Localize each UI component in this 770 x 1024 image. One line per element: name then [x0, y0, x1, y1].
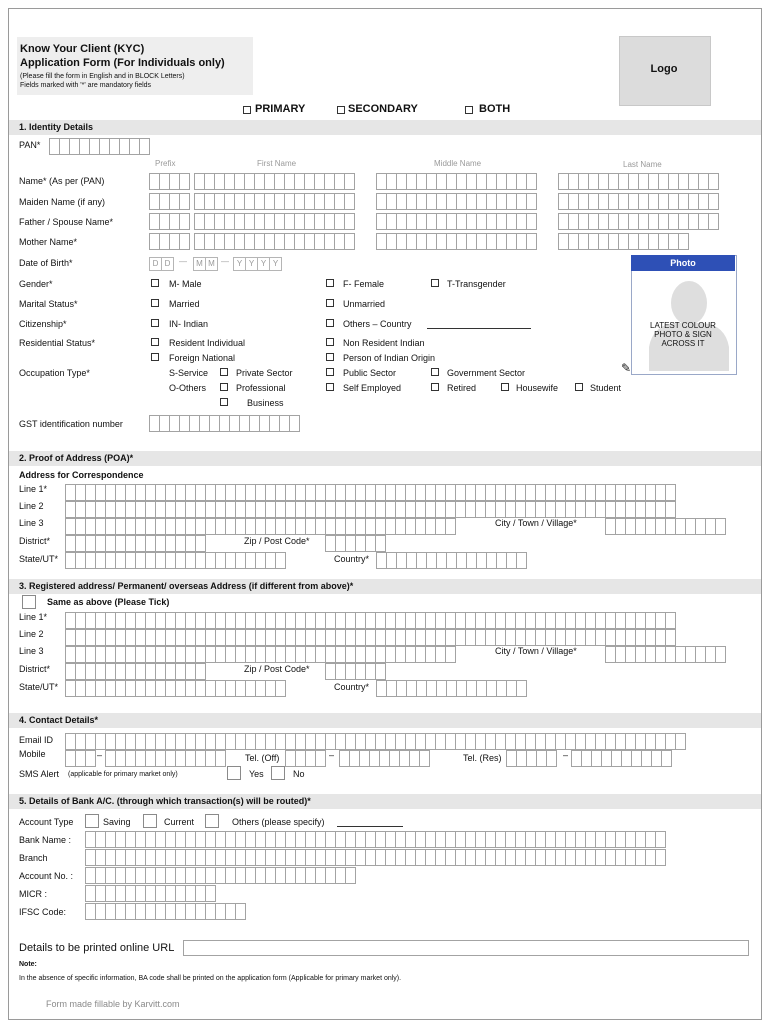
- resident-label: Resident Individual: [169, 338, 246, 348]
- secondary-checkbox[interactable]: [337, 106, 345, 114]
- ifsc-input[interactable]: [85, 903, 245, 920]
- char-box[interactable]: [344, 173, 355, 190]
- char-box[interactable]: [708, 173, 719, 190]
- char-box[interactable]: [708, 213, 719, 230]
- residential-label: Residential Status*: [19, 338, 96, 348]
- char-box[interactable]: [375, 663, 386, 680]
- char-box[interactable]: [344, 213, 355, 230]
- male-checkbox[interactable]: [151, 279, 159, 287]
- resident-checkbox[interactable]: [151, 338, 159, 346]
- char-box[interactable]: [215, 750, 226, 767]
- dob-year-box[interactable]: Y: [257, 257, 270, 271]
- dob-day-box[interactable]: D: [149, 257, 162, 271]
- perm-district-input[interactable]: [65, 663, 205, 680]
- tel-res-number-input[interactable]: [571, 750, 671, 767]
- poa-zip-input[interactable]: [325, 535, 385, 552]
- unmarried-checkbox[interactable]: [326, 299, 334, 307]
- photo-instruction: LATEST COLOUR: [650, 321, 716, 330]
- bank-name-input[interactable]: [85, 831, 665, 848]
- fillable-credit: Form made fillable by Karvitt.com: [46, 999, 180, 1009]
- char-box[interactable]: [526, 193, 537, 210]
- photo-header: Photo: [631, 255, 735, 271]
- photo-instruction: PHOTO & SIGN: [654, 330, 712, 339]
- url-input[interactable]: [183, 940, 749, 956]
- mobile-number-input[interactable]: [105, 750, 225, 767]
- char-box[interactable]: [139, 138, 150, 155]
- name-first-input[interactable]: [194, 173, 354, 190]
- perm-state-label: State/UT*: [19, 682, 59, 692]
- poa-country-label: Country*: [334, 554, 370, 564]
- char-box[interactable]: [275, 552, 286, 569]
- saving-checkbox[interactable]: [85, 814, 99, 828]
- private-label: Private Sector: [236, 368, 293, 378]
- nri-label: Non Resident Indian: [343, 338, 425, 348]
- dob-month-box[interactable]: M: [205, 257, 218, 271]
- char-box[interactable]: [678, 233, 689, 250]
- char-box[interactable]: [661, 750, 672, 767]
- perm-line1-input[interactable]: [65, 612, 675, 629]
- sms-yes-checkbox[interactable]: [227, 766, 241, 780]
- poa-state-input[interactable]: [65, 552, 285, 569]
- section-bank: 5. Details of Bank A/C. (through which transaction(s) will be routed)*: [9, 794, 761, 809]
- account-no-label: Account No. :: [19, 871, 74, 881]
- private-checkbox[interactable]: [220, 368, 228, 376]
- citizenship-label: Citizenship*: [19, 319, 67, 329]
- perm-line1-label: Line 1*: [19, 612, 48, 622]
- char-box[interactable]: [179, 233, 190, 250]
- char-box[interactable]: [665, 501, 676, 518]
- pan-input[interactable]: [49, 138, 149, 155]
- mother-prefix-input[interactable]: [149, 233, 189, 250]
- current-checkbox[interactable]: [143, 814, 157, 828]
- sms-no-checkbox[interactable]: [271, 766, 285, 780]
- nri-checkbox[interactable]: [326, 338, 334, 346]
- dob-separator: —: [179, 257, 187, 266]
- pio-checkbox[interactable]: [326, 353, 334, 361]
- dob-day-box[interactable]: D: [161, 257, 174, 271]
- unmarried-label: Unmarried: [343, 299, 386, 309]
- perm-line2-label: Line 2: [19, 629, 44, 639]
- housewife-label: Housewife: [516, 383, 559, 393]
- mobile-code-input[interactable]: [65, 750, 95, 767]
- prefix-label: Prefix: [155, 159, 176, 168]
- kyc-form: [8, 8, 762, 1020]
- father-name-label: Father / Spouse Name*: [19, 217, 114, 227]
- poa-line1-input[interactable]: [65, 484, 675, 501]
- char-box[interactable]: [289, 415, 300, 432]
- same-as-above-checkbox[interactable]: [22, 595, 36, 609]
- transgender-label: T-Transgender: [447, 279, 506, 289]
- branch-label: Branch: [19, 853, 48, 863]
- char-box[interactable]: [235, 903, 246, 920]
- char-box[interactable]: [205, 885, 216, 902]
- char-box[interactable]: [715, 646, 726, 663]
- perm-city-label: City / Town / Village*: [495, 646, 577, 656]
- pio-label: Person of Indian Origin: [343, 353, 436, 363]
- char-box[interactable]: [315, 750, 326, 767]
- char-box[interactable]: [344, 193, 355, 210]
- student-label: Student: [590, 383, 622, 393]
- female-checkbox[interactable]: [326, 279, 334, 287]
- mother-first-input[interactable]: [194, 233, 354, 250]
- poa-state-label: State/UT*: [19, 554, 59, 564]
- gender-label: Gender*: [19, 279, 53, 289]
- char-box[interactable]: [445, 518, 456, 535]
- name-last-input[interactable]: [558, 173, 718, 190]
- married-checkbox[interactable]: [151, 299, 159, 307]
- indian-label: IN- Indian: [169, 319, 209, 329]
- tel-off-number-input[interactable]: [339, 750, 429, 767]
- father-prefix-input[interactable]: [149, 213, 189, 230]
- perm-city-input[interactable]: [605, 646, 725, 663]
- public-label: Public Sector: [343, 368, 397, 378]
- char-box[interactable]: [665, 612, 676, 629]
- name-prefix-input[interactable]: [149, 173, 189, 190]
- char-box[interactable]: [85, 750, 96, 767]
- dob-year-box[interactable]: Y: [245, 257, 258, 271]
- form-note: (Please fill the form in English and in BLOCK Letters): [20, 73, 185, 80]
- note-label: Note:: [19, 961, 37, 968]
- photo-instruction: ACROSS IT: [661, 339, 705, 348]
- form-title: Know Your Client (KYC): [20, 43, 145, 55]
- father-middle-input[interactable]: [376, 213, 536, 230]
- female-label: F- Female: [343, 279, 385, 289]
- business-label: Business: [247, 398, 284, 408]
- account-no-input[interactable]: [85, 867, 355, 884]
- perm-line2-input[interactable]: [65, 629, 675, 646]
- primary-checkbox[interactable]: [243, 106, 251, 114]
- father-last-input[interactable]: [558, 213, 718, 230]
- retired-checkbox[interactable]: [431, 383, 439, 391]
- char-box[interactable]: [195, 535, 206, 552]
- maiden-last-input[interactable]: [558, 193, 718, 210]
- poa-city-input[interactable]: [605, 518, 725, 535]
- both-checkbox[interactable]: [465, 106, 473, 114]
- marital-label: Marital Status*: [19, 299, 78, 309]
- sms-yes-label: Yes: [249, 769, 264, 779]
- foreign-checkbox[interactable]: [151, 353, 159, 361]
- pen-icon: ✎: [621, 361, 632, 375]
- retired-label: Retired: [447, 383, 477, 393]
- sms-no-label: No: [293, 769, 305, 779]
- self-employed-checkbox[interactable]: [326, 383, 334, 391]
- poa-district-input[interactable]: [65, 535, 205, 552]
- dob-month[interactable]: [193, 257, 217, 271]
- maiden-name-label: Maiden Name (if any): [19, 197, 106, 207]
- mother-name-label: Mother Name*: [19, 237, 78, 247]
- name-label: Name* (As per (PAN): [19, 176, 105, 186]
- perm-country-label: Country*: [334, 682, 370, 692]
- char-box[interactable]: [708, 193, 719, 210]
- others-country-label: Others – Country: [343, 319, 412, 329]
- perm-country-input[interactable]: [376, 680, 526, 697]
- micr-input[interactable]: [85, 885, 215, 902]
- email-label: Email ID: [19, 735, 54, 745]
- perm-district-label: District*: [19, 664, 50, 674]
- char-box[interactable]: [526, 173, 537, 190]
- o-others-label: O-Others: [169, 383, 207, 393]
- char-box[interactable]: [344, 233, 355, 250]
- dob-separator: —: [221, 257, 229, 266]
- char-box[interactable]: [179, 213, 190, 230]
- mobile-separator: –: [97, 750, 103, 760]
- others-country-input[interactable]: [427, 328, 531, 329]
- dob-month-box[interactable]: M: [193, 257, 206, 271]
- others-country-checkbox[interactable]: [326, 319, 334, 327]
- char-box[interactable]: [665, 484, 676, 501]
- first-name-label: First Name: [257, 159, 297, 168]
- name-middle-input[interactable]: [376, 173, 536, 190]
- char-box[interactable]: [655, 831, 666, 848]
- poa-line3-label: Line 3: [19, 518, 44, 528]
- business-checkbox[interactable]: [220, 398, 228, 406]
- logo-text: Logo: [650, 63, 678, 75]
- char-box[interactable]: [516, 680, 527, 697]
- perm-line3-input[interactable]: [65, 646, 455, 663]
- poa-line3-input[interactable]: [65, 518, 455, 535]
- poa-zip-label: Zip / Post Code*: [244, 536, 310, 546]
- maiden-prefix-input[interactable]: [149, 193, 189, 210]
- char-box[interactable]: [375, 535, 386, 552]
- tel-off-code-input[interactable]: [285, 750, 325, 767]
- others-account-checkbox[interactable]: [205, 814, 219, 828]
- tel-off-label: Tel. (Off): [245, 753, 280, 763]
- branch-input[interactable]: [85, 849, 665, 866]
- dob-label: Date of Birth*: [19, 258, 73, 268]
- poa-country-input[interactable]: [376, 552, 526, 569]
- char-box[interactable]: [715, 518, 726, 535]
- govt-label: Government Sector: [447, 368, 526, 378]
- current-label: Current: [164, 817, 195, 827]
- tel-res-separator: –: [563, 750, 569, 760]
- self-employed-label: Self Employed: [343, 383, 402, 393]
- char-box[interactable]: [655, 849, 666, 866]
- perm-state-input[interactable]: [65, 680, 285, 697]
- char-box[interactable]: [665, 629, 676, 646]
- mother-last-input[interactable]: [558, 233, 688, 250]
- perm-zip-label: Zip / Post Code*: [244, 664, 310, 674]
- char-box[interactable]: [275, 680, 286, 697]
- both-label: BOTH: [479, 103, 511, 115]
- saving-label: Saving: [103, 817, 131, 827]
- section-permanent-address: 3. Registered address/ Permanent/ overseas Address (if different from above)*: [9, 579, 761, 594]
- dob-day[interactable]: [149, 257, 173, 271]
- maiden-middle-input[interactable]: [376, 193, 536, 210]
- char-box[interactable]: [546, 750, 557, 767]
- char-box[interactable]: [419, 750, 430, 767]
- micr-label: MICR :: [19, 889, 47, 899]
- last-name-label: Last Name: [623, 160, 662, 169]
- s-service-label: S-Service: [169, 368, 209, 378]
- dob-year-box[interactable]: Y: [233, 257, 246, 271]
- same-as-above-label: Same as above (Please Tick): [47, 597, 170, 607]
- char-box[interactable]: [675, 733, 686, 750]
- perm-zip-input[interactable]: [325, 663, 385, 680]
- ifsc-label: IFSC Code:: [19, 907, 67, 917]
- mobile-label: Mobile: [19, 749, 46, 759]
- father-first-input[interactable]: [194, 213, 354, 230]
- occupation-label: Occupation Type*: [19, 368, 90, 378]
- char-box[interactable]: [179, 173, 190, 190]
- transgender-checkbox[interactable]: [431, 279, 439, 287]
- poa-line1-label: Line 1*: [19, 484, 48, 494]
- male-label: M- Male: [169, 279, 202, 289]
- gst-label: GST identification number: [19, 419, 123, 429]
- gst-input[interactable]: [149, 415, 299, 432]
- char-box[interactable]: [445, 646, 456, 663]
- sms-label: SMS Alert: [19, 769, 60, 779]
- mother-middle-input[interactable]: [376, 233, 536, 250]
- pan-label: PAN*: [19, 140, 41, 150]
- poa-district-label: District*: [19, 536, 50, 546]
- secondary-label: SECONDARY: [348, 103, 418, 115]
- char-box[interactable]: [195, 663, 206, 680]
- email-input[interactable]: [65, 733, 685, 750]
- char-box[interactable]: [345, 867, 356, 884]
- govt-checkbox[interactable]: [431, 368, 439, 376]
- maiden-first-input[interactable]: [194, 193, 354, 210]
- url-label: Details to be printed online URL: [19, 942, 175, 954]
- poa-subheading: Address for Correspondence: [19, 470, 144, 480]
- char-box[interactable]: [526, 233, 537, 250]
- char-box[interactable]: [526, 213, 537, 230]
- section-identity: 1. Identity Details: [9, 120, 761, 135]
- indian-checkbox[interactable]: [151, 319, 159, 327]
- others-account-label: Others (please specify): [232, 817, 325, 827]
- married-label: Married: [169, 299, 200, 309]
- form-subtitle: Application Form (For Individuals only): [20, 57, 225, 69]
- foreign-label: Foreign National: [169, 353, 236, 363]
- student-checkbox[interactable]: [575, 383, 583, 391]
- tel-res-code-input[interactable]: [506, 750, 556, 767]
- perm-line3-label: Line 3: [19, 646, 44, 656]
- sms-note: (applicable for primary market only): [68, 771, 178, 778]
- others-account-input[interactable]: [337, 826, 403, 827]
- poa-line2-input[interactable]: [65, 501, 675, 518]
- bank-name-label: Bank Name :: [19, 835, 72, 845]
- section-poa: 2. Proof of Address (POA)*: [9, 451, 761, 466]
- middle-name-label: Middle Name: [434, 159, 482, 168]
- poa-line2-label: Line 2: [19, 501, 44, 511]
- section-contact: 4. Contact Details*: [9, 713, 761, 728]
- poa-city-label: City / Town / Village*: [495, 518, 577, 528]
- account-type-label: Account Type: [19, 817, 74, 827]
- professional-label: Professional: [236, 383, 286, 393]
- tel-off-separator: –: [329, 750, 335, 760]
- char-box[interactable]: [179, 193, 190, 210]
- note-text: In the absence of specific information, BA code shall be printed on the application form (Applicable for primary market only).: [19, 975, 402, 982]
- tel-res-label: Tel. (Res): [463, 753, 502, 763]
- housewife-checkbox[interactable]: [501, 383, 509, 391]
- dob-year-box[interactable]: Y: [269, 257, 282, 271]
- dob-year[interactable]: [233, 257, 281, 271]
- form-note: Fields marked with '*' are mandatory fields: [20, 82, 152, 89]
- char-box[interactable]: [516, 552, 527, 569]
- professional-checkbox[interactable]: [220, 383, 228, 391]
- public-checkbox[interactable]: [326, 368, 334, 376]
- primary-label: PRIMARY: [255, 103, 306, 115]
